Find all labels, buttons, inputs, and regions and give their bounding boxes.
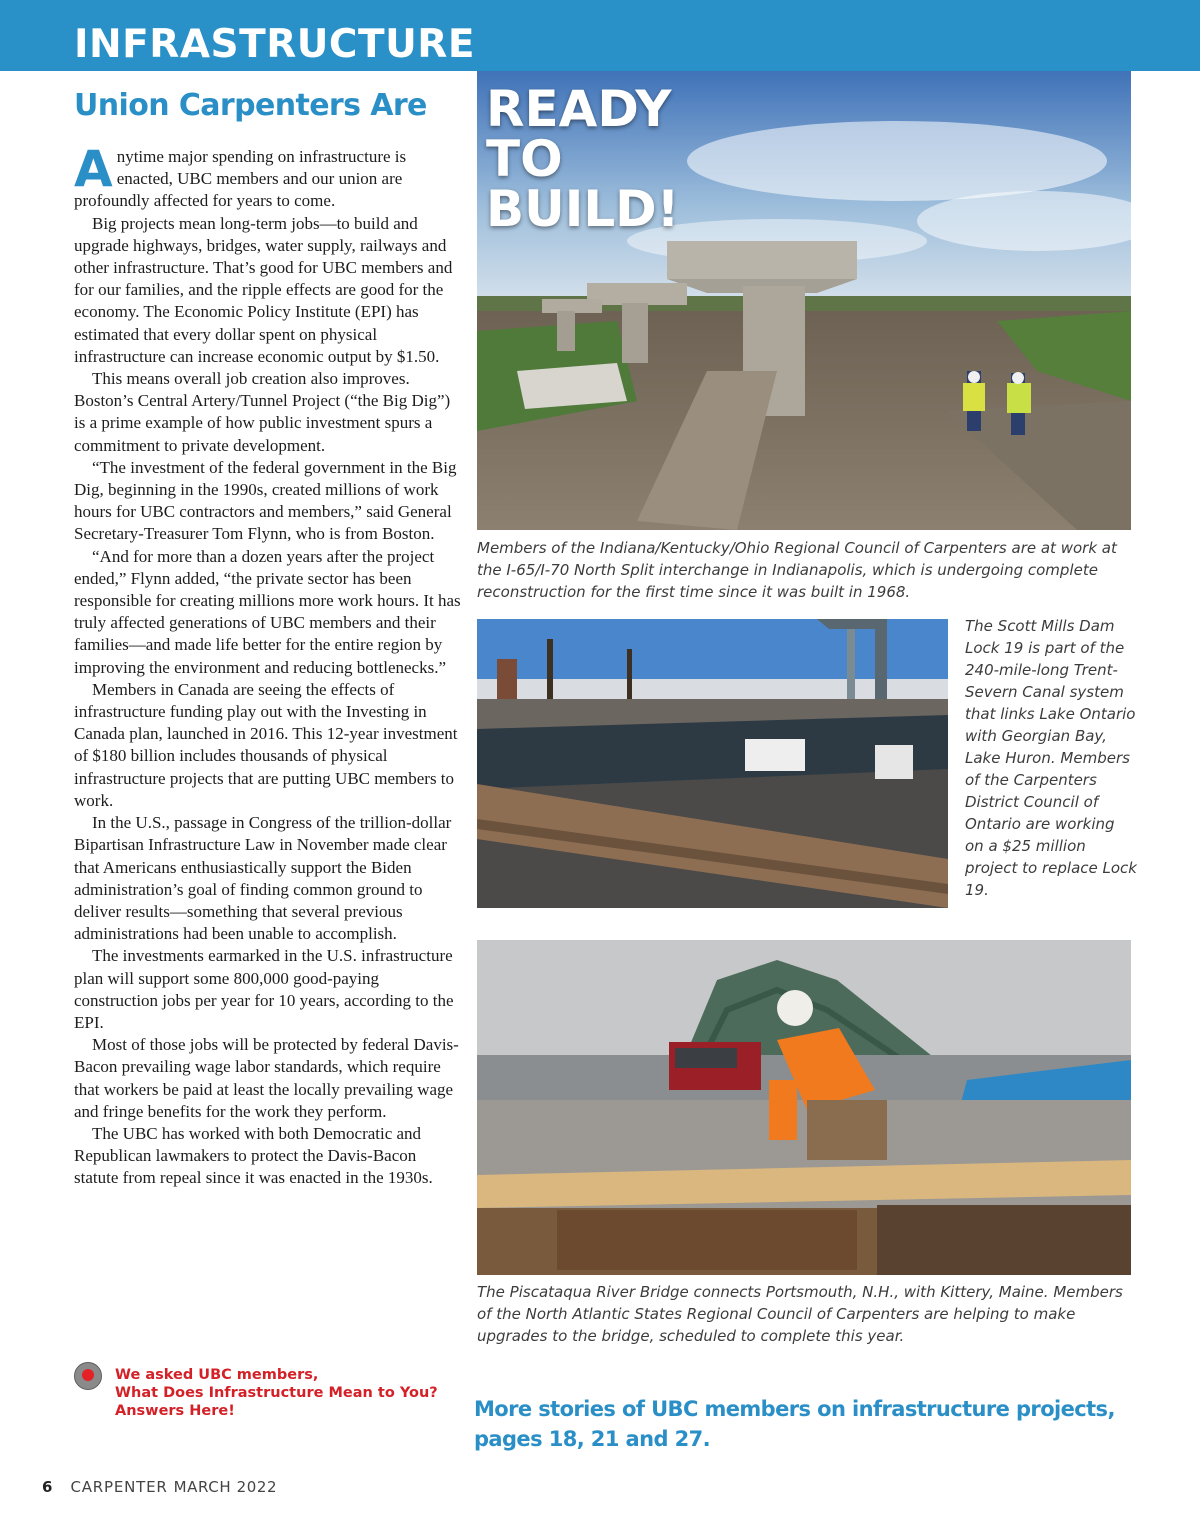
section-title: INFRASTRUCTURE [74,22,475,67]
article-paragraph: “The investment of the federal government in the Big Dig, beginning in the 1990s, created millions of work hours for UBC contractors and members,” said General Secretary-Treasurer Tom Flynn, who is from Boston. [74,457,457,544]
headline-part1: Union Carpenters Are [74,88,427,123]
more-stories-line: More stories of UBC members on infrastructure projects, [474,1397,1115,1421]
headline-ready-to-build [486,80,726,238]
promo-link[interactable] [115,1366,465,1420]
more-stories-line: pages 18, 21 and 27. [474,1427,711,1451]
article-paragraph-text: nytime major spending on infrastructure is enacted, UBC members and our union are profoundly affected for years to come. [74,147,407,211]
article-paragraph: Members in Canada are seeing the effects of infrastructure funding play out with the Investing in Canada plan, launched in 2016. This 12-year investment of $180 billion includes thousands of physical infrastructure projects that are putting UBC members to work. [74,679,458,810]
article-paragraph: The investments earmarked in the U.S. infrastructure plan will support some 800,000 good-paying construction jobs per year for 10 years, according to the EPI. [74,946,454,1032]
drop-cap: A [74,140,113,198]
page-number: 6 [42,1478,53,1496]
issue-date: MARCH 2022 [173,1478,278,1496]
promo-line: We asked UBC members, [115,1367,319,1383]
article-body [74,140,464,1190]
article-paragraph: Most of those jobs will be protected by federal Davis-Bacon prevailing wage labor standards, which require that workers be paid at least the locally prevailing wage and fringe benefits for the work they perform. [74,1035,459,1121]
photo-lock-construction [477,619,948,908]
record-button-icon[interactable] [74,1362,102,1390]
photo2-caption: The Scott Mills Dam Lock 19 is part of the 240-mile-long Trent-Severn Canal system that links Lake Ontario with Georgian Bay, Lake Huron. Members of the Carpenters District Council of Ontario are working on a $25 million project to replace Lock 19. [965,617,1137,899]
photo-bridge-worker [477,940,1131,1275]
promo-line: Answers Here! [115,1403,235,1419]
page-footer [42,1478,277,1496]
article-paragraph: In the U.S., passage in Congress of the trillion-dollar Bipartisan Infrastructure Law in November made clear that Americans enthusiastically support the Biden administration’s goal of finding common ground to deliver results—something that several previous administrations had been unable to accomplish. [74,813,452,944]
article-paragraph: Big projects mean long-term jobs—to build and upgrade highways, bridges, water supply, railways and other infrastructure. That’s good for UBC members and for our families, and the ripple effects are good for the economy. The Economic Policy Institute (EPI) has estimated that every dollar spent on physical infrastructure can increase economic output by $1.50. [74,213,453,366]
magazine-name: CARPENTER [70,1478,168,1496]
headline-word-1: READY [486,80,672,138]
more-stories [474,1394,1115,1454]
headline-word-2: TO [486,130,563,188]
article-paragraph: This means overall job creation also improves. Boston’s Central Artery/Tunnel Project (“the Big Dig”) is a prime example of how public investment spurs a commitment to private development. [74,369,451,455]
photo3-caption: The Piscataqua River Bridge connects Portsmouth, N.H., with Kittery, Maine. Members of the North Atlantic States Regional Council of Carpenters are helping to make upgrades to the bridge, scheduled to complete this year. [477,1283,1123,1345]
headline-word-3: BUILD! [486,180,680,238]
article-paragraph: The UBC has worked with both Democratic and Republican lawmakers to protect the Davis-Bacon statute from repeal since it was enacted in the 1930s. [74,1123,433,1188]
article-paragraph [74,140,464,213]
promo-line: What Does Infrastructure Mean to You? [115,1385,438,1401]
article-paragraph: “And for more than a dozen years after the project ended,” Flynn added, “the private sector has been responsible for creating millions more work hours. It has truly affected generations of UBC members and their families—and made life better for the entire region by improving the environment and reducing bottlenecks.” [74,546,461,677]
photo1-caption: Members of the Indiana/Kentucky/Ohio Regional Council of Carpenters are at work at the I-65/I-70 North Split interchange in Indianapolis, which is undergoing complete reconstruction for the first time since it was built in 1968. [477,539,1117,601]
